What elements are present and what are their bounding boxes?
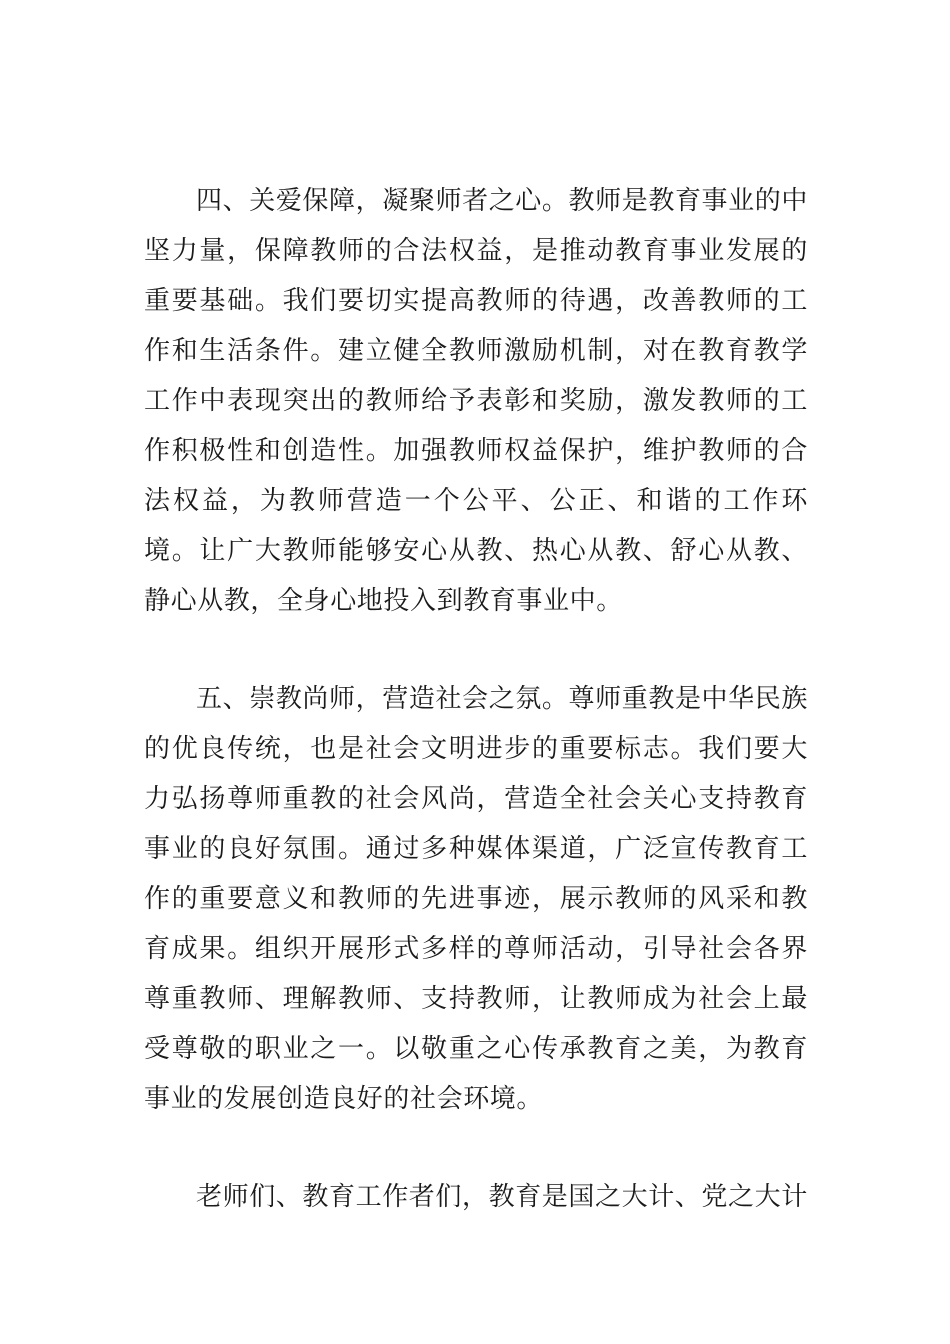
paragraph-respect-teachers: 五、崇教尚师，营造社会之氛。尊师重教是中华民族的优良传统，也是社会文明进步的重要标志。我们要大力弘扬尊师重教的社会风尚，营造全社会关心支持教育事业的良好氛围。通过多种媒体渠道，广泛宣传教育工作的重要意义和教师的先进事迹，展示教师的风采和教育成果。组织开展形式多样的尊师活动，引导社会各界尊重教师、理解教师、支持教师，让教师成为社会上最受尊敬的职业之一。以敬重之心传承教育之美，为教育事业的发展创造良好的社会环境。 bbox=[144, 684, 808, 1114]
document-body bbox=[144, 176, 808, 1222]
paragraph-address-teachers: 老师们、教育工作者们，教育是国之大计、党之大计 bbox=[196, 1182, 808, 1212]
paragraph-care-guarantee: 四、关爱保障，凝聚师者之心。教师是教育事业的中坚力量，保障教师的合法权益，是推动教育事业发展的重要基础。我们要切实提高教师的待遇，改善教师的工作和生活条件。建立健全教师激励机制，对在教育教学工作中表现突出的教师给予表彰和奖励，激发教师的工作积极性和创造性。加强教师权益保护，维护教师的合法权益，为教师营造一个公平、公正、和谐的工作环境。让广大教师能够安心从教、热心从教、舒心从教、静心从教，全身心地投入到教育事业中。 bbox=[144, 186, 808, 616]
